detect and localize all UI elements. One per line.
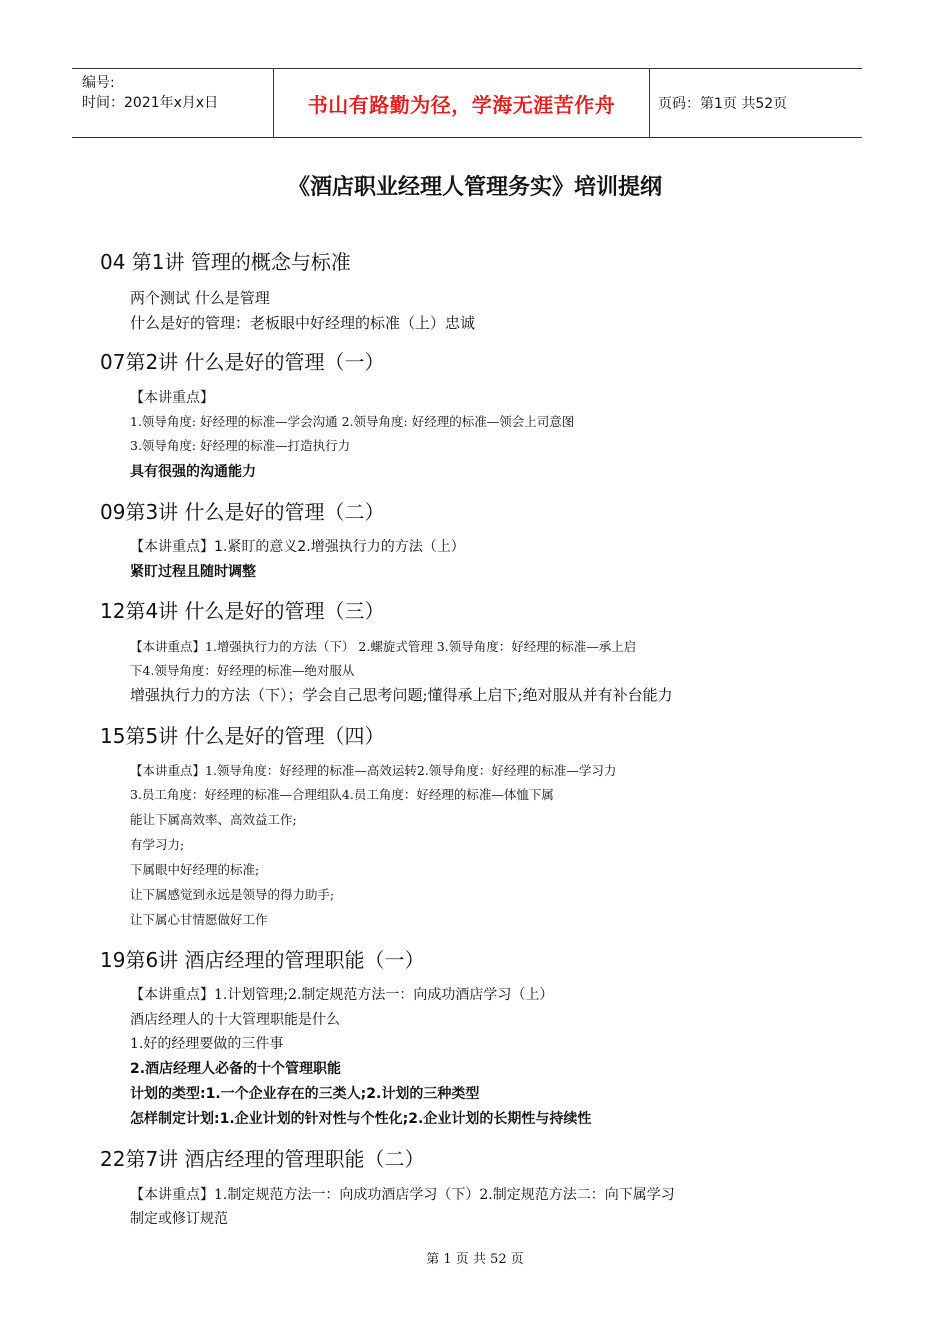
section-line: 紧盯过程且随时调整 — [130, 564, 256, 580]
section-heading: 09第3讲 什么是好的管理（二） — [100, 500, 385, 524]
section-line: 让下属心甘情愿做好工作 — [130, 912, 268, 927]
section-line: 【本讲重点】1.计划管理;2.制定规范方法一：向成功酒店学习（上） — [130, 987, 554, 1003]
header-meta — [72, 69, 274, 137]
header-page-label: 页码：第1页 共52页 — [658, 96, 788, 112]
section-line: 下4.领导角度：好经理的标准—绝对服从 — [130, 663, 355, 678]
section-heading: 19第6讲 酒店经理的管理职能（一） — [100, 948, 425, 972]
section-line: 两个测试 什么是管理 — [130, 289, 270, 307]
section-line: 【本讲重点】1.制定规范方法一：向成功酒店学习（下）2.制定规范方法二：向下属学习 — [130, 1187, 675, 1203]
page-header — [72, 68, 862, 138]
section-heading: 15第5讲 什么是好的管理（四） — [100, 724, 385, 748]
section-heading: 12第4讲 什么是好的管理（三） — [100, 599, 385, 623]
section-line: 1.好的经理要做的三件事 — [130, 1036, 284, 1052]
section-line: 什么是好的管理：老板眼中好经理的标准（上）忠诚 — [130, 314, 476, 332]
section-line: 1.领导角度: 好经理的标准—学会沟通 2.领导角度: 好经理的标准—领会上司意图 — [130, 414, 575, 429]
page-footer: 第 1 页 共 52 页 — [426, 1252, 524, 1267]
section-line: 计划的类型:1.一个企业存在的三类人;2.计划的三种类型 — [130, 1086, 480, 1102]
section-line: 有学习力; — [130, 837, 185, 852]
section-line: 能让下属高效率、高效益工作; — [130, 812, 297, 827]
document-title: 《酒店职业经理人管理务实》培训提纲 — [287, 175, 662, 200]
section-line: 怎样制定计划:1.企业计划的针对性与个性化;2.企业计划的长期性与持续性 — [130, 1111, 592, 1127]
section-line: 酒店经理人的十大管理职能是什么 — [130, 1012, 340, 1028]
header-motto: 书山有路勤为径，学海无涯苦作舟 — [274, 69, 650, 137]
section-heading: 22第7讲 酒店经理的管理职能（二） — [100, 1147, 425, 1171]
section-heading: 04 第1讲 管理的概念与标准 — [100, 250, 351, 274]
section-line: 具有很强的沟通能力 — [130, 464, 256, 480]
section-line: 3.员工角度：好经理的标准—合理组队4.员工角度：好经理的标准—体恤下属 — [130, 787, 554, 802]
section-line: 【本讲重点】1.领导角度：好经理的标准—高效运转2.领导角度：好经理的标准—学习力 — [130, 763, 617, 778]
section-line: 制定或修订规范 — [130, 1211, 228, 1227]
number-label: 编号: — [82, 75, 115, 91]
section-line: 【本讲重点】1.增强执行力的方法（下） 2.螺旋式管理 3.领导角度：好经理的标准—承上启 — [130, 639, 637, 654]
section-line: 【本讲重点】1.紧盯的意义2.增强执行力的方法（上） — [130, 539, 465, 555]
section-line: 下属眼中好经理的标准; — [130, 862, 260, 877]
section-line: 【本讲重点】 — [130, 390, 214, 406]
section-line: 让下属感觉到永远是领导的得力助手; — [130, 887, 335, 902]
section-line: 增强执行力的方法（下）；学会自己思考问题;懂得承上启下;绝对服从并有补台能力 — [130, 686, 673, 704]
section-heading: 07第2讲 什么是好的管理（一） — [100, 350, 385, 374]
section-line: 2.酒店经理人必备的十个管理职能 — [130, 1061, 342, 1077]
section-line: 3.领导角度: 好经理的标准—打造执行力 — [130, 438, 351, 453]
time-label: 时间：2021年x月x日 — [82, 95, 219, 111]
